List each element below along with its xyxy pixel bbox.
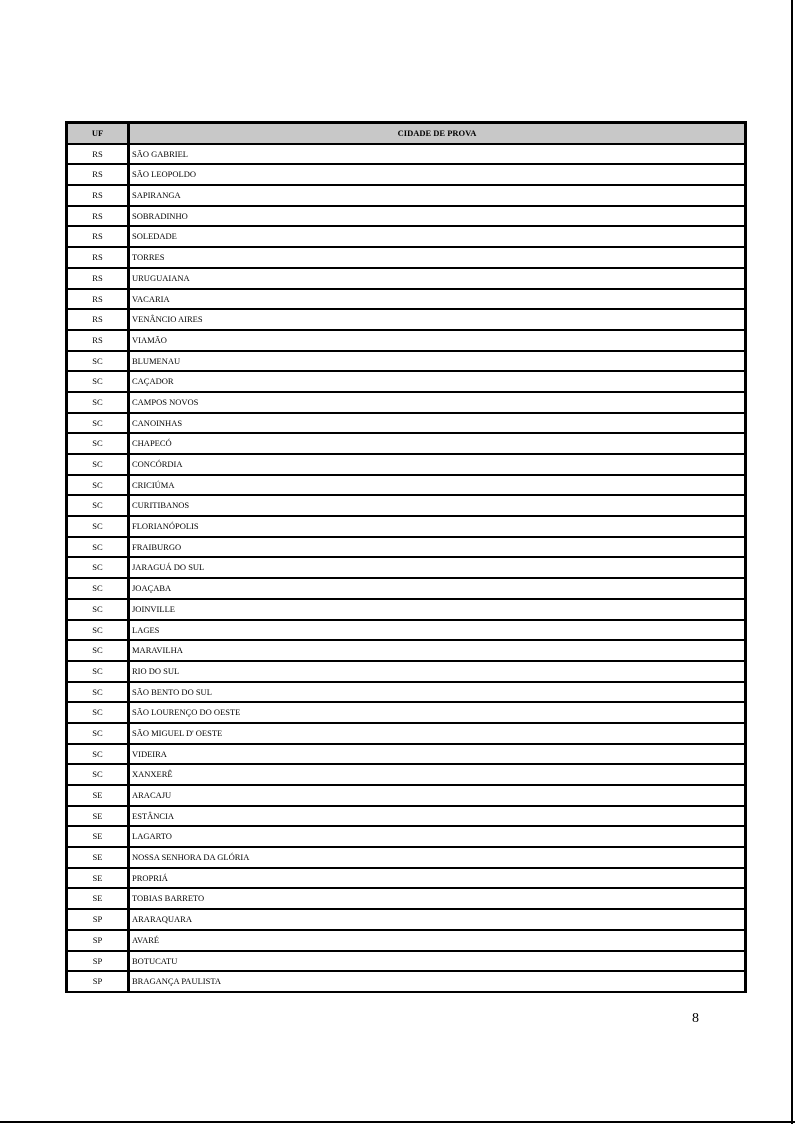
table-row: [67, 268, 745, 288]
cell-uf: RS: [67, 268, 128, 288]
table-row: [67, 475, 745, 495]
table-row: [67, 785, 745, 805]
cell-uf: SE: [67, 888, 128, 908]
header-city: CIDADE DE PROVA: [130, 123, 745, 143]
cell-uf: SP: [67, 909, 128, 929]
cell-city: LAGES: [130, 620, 745, 640]
cell-city: BRAGANÇA PAULISTA: [130, 971, 745, 991]
cell-city: LAGARTO: [130, 826, 745, 846]
cell-city: SÃO LOURENÇO DO OESTE: [130, 702, 745, 722]
cell-city: SOBRADINHO: [130, 206, 745, 226]
cell-uf: SE: [67, 826, 128, 846]
cell-uf: RS: [67, 206, 128, 226]
table-row: [67, 185, 745, 205]
cell-city: SÃO LEOPOLDO: [130, 164, 745, 184]
cell-city: VIAMÃO: [130, 330, 745, 350]
table-row: [67, 951, 745, 971]
table-header-row: [67, 123, 745, 143]
cell-uf: RS: [67, 144, 128, 164]
cell-uf: RS: [67, 164, 128, 184]
cell-uf: SC: [67, 723, 128, 743]
table-row: [67, 309, 745, 329]
cell-uf: SC: [67, 661, 128, 681]
table-row: [67, 702, 745, 722]
cell-uf: SC: [67, 578, 128, 598]
table-row: [67, 578, 745, 598]
cell-uf: SC: [67, 454, 128, 474]
cell-uf: SE: [67, 806, 128, 826]
cell-uf: SC: [67, 475, 128, 495]
cell-city: RIO DO SUL: [130, 661, 745, 681]
table-row: [67, 516, 745, 536]
exam-cities-table: [65, 121, 747, 993]
cell-city: VENÂNCIO AIRES: [130, 309, 745, 329]
cell-city: CAMPOS NOVOS: [130, 392, 745, 412]
cell-uf: SC: [67, 516, 128, 536]
table-row: [67, 806, 745, 826]
cell-city: FRAIBURGO: [130, 537, 745, 557]
table-row: [67, 847, 745, 867]
cell-uf: RS: [67, 330, 128, 350]
cell-uf: SC: [67, 702, 128, 722]
table-row: [67, 537, 745, 557]
table-row: [67, 620, 745, 640]
table-row: [67, 144, 745, 164]
cell-uf: RS: [67, 289, 128, 309]
cell-uf: SC: [67, 413, 128, 433]
cell-city: ESTÂNCIA: [130, 806, 745, 826]
cell-city: URUGUAIANA: [130, 268, 745, 288]
cell-uf: SP: [67, 930, 128, 950]
cell-uf: SC: [67, 392, 128, 412]
table-row: [67, 661, 745, 681]
cell-city: CONCÓRDIA: [130, 454, 745, 474]
page-number: 8: [692, 1011, 699, 1026]
cell-uf: SC: [67, 599, 128, 619]
table-row: [67, 764, 745, 784]
table-row: [67, 599, 745, 619]
cell-uf: SC: [67, 433, 128, 453]
table-row: [67, 206, 745, 226]
cell-city: AVARÉ: [130, 930, 745, 950]
cell-city: SOLEDADE: [130, 226, 745, 246]
cell-city: ARARAQUARA: [130, 909, 745, 929]
cell-uf: SE: [67, 868, 128, 888]
table-row: [67, 164, 745, 184]
table-row: [67, 330, 745, 350]
cell-uf: SC: [67, 351, 128, 371]
cell-uf: SP: [67, 971, 128, 991]
table-row: [67, 971, 745, 991]
cell-city: VACARIA: [130, 289, 745, 309]
page-edge-right: [791, 0, 793, 1124]
cell-city: NOSSA SENHORA DA GLÓRIA: [130, 847, 745, 867]
cell-uf: SC: [67, 557, 128, 577]
table-row: [67, 682, 745, 702]
cell-uf: SC: [67, 620, 128, 640]
table-row: [67, 888, 745, 908]
table-row: [67, 433, 745, 453]
table-row: [67, 351, 745, 371]
table-row: [67, 247, 745, 267]
cell-city: CANOINHAS: [130, 413, 745, 433]
table-row: [67, 413, 745, 433]
cell-city: ARACAJU: [130, 785, 745, 805]
cell-city: JARAGUÁ DO SUL: [130, 557, 745, 577]
table-row: [67, 495, 745, 515]
cell-uf: RS: [67, 309, 128, 329]
table-row: [67, 868, 745, 888]
cell-city: FLORIANÓPOLIS: [130, 516, 745, 536]
table-row: [67, 557, 745, 577]
cell-city: SAPIRANGA: [130, 185, 745, 205]
cell-city: BOTUCATU: [130, 951, 745, 971]
table-row: [67, 454, 745, 474]
cell-uf: SC: [67, 495, 128, 515]
cell-uf: SC: [67, 371, 128, 391]
cell-city: VIDEIRA: [130, 744, 745, 764]
table-row: [67, 371, 745, 391]
cell-uf: RS: [67, 226, 128, 246]
cell-city: CRICIÚMA: [130, 475, 745, 495]
cell-uf: SE: [67, 847, 128, 867]
cell-city: PROPRIÁ: [130, 868, 745, 888]
cell-city: MARAVILHA: [130, 640, 745, 660]
cell-uf: SC: [67, 640, 128, 660]
table-row: [67, 930, 745, 950]
table-row: [67, 909, 745, 929]
table-row: [67, 723, 745, 743]
cell-city: BLUMENAU: [130, 351, 745, 371]
table-row: [67, 826, 745, 846]
table-row: [67, 226, 745, 246]
cell-city: JOAÇABA: [130, 578, 745, 598]
cell-city: CURITIBANOS: [130, 495, 745, 515]
cell-uf: RS: [67, 185, 128, 205]
cell-city: CHAPECÓ: [130, 433, 745, 453]
cell-uf: SP: [67, 951, 128, 971]
cell-uf: SC: [67, 764, 128, 784]
table-row: [67, 392, 745, 412]
cell-city: CAÇADOR: [130, 371, 745, 391]
cell-city: TOBIAS BARRETO: [130, 888, 745, 908]
header-uf: UF: [67, 123, 128, 143]
page-edge-bottom: [0, 1121, 795, 1123]
cell-uf: SC: [67, 537, 128, 557]
table-row: [67, 640, 745, 660]
table-row: [67, 289, 745, 309]
cell-city: SÃO BENTO DO SUL: [130, 682, 745, 702]
cell-city: SÃO MIGUEL D' OESTE: [130, 723, 745, 743]
cell-uf: SC: [67, 744, 128, 764]
table-row: [67, 744, 745, 764]
cell-city: TORRES: [130, 247, 745, 267]
cell-city: SÃO GABRIEL: [130, 144, 745, 164]
cell-uf: SE: [67, 785, 128, 805]
cell-city: JOINVILLE: [130, 599, 745, 619]
cell-uf: SC: [67, 682, 128, 702]
cell-uf: RS: [67, 247, 128, 267]
cell-city: XANXERÊ: [130, 764, 745, 784]
